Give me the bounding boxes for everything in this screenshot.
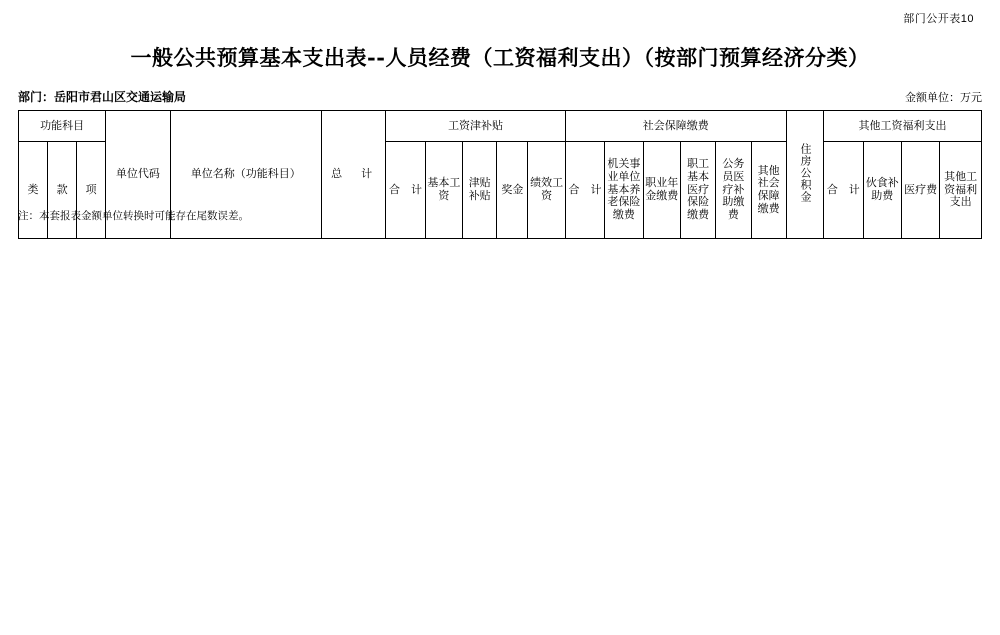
header-group-other-salary-welfare: 其他工资福利支出 bbox=[824, 111, 982, 142]
amount-unit-label: 金额单位：万元 bbox=[905, 92, 982, 104]
header-unit-code: 单位代码 bbox=[106, 111, 170, 239]
header-salary-total: 合 计 bbox=[386, 142, 425, 239]
header-item: 项 bbox=[77, 142, 106, 239]
table-header-row-groups bbox=[19, 111, 982, 142]
header-medical-insurance: 职工基本医疗保险缴费 bbox=[680, 142, 715, 239]
header-civil-servant-medical: 公务员医疗补助缴费 bbox=[716, 142, 751, 239]
meta-row bbox=[18, 88, 982, 104]
header-other-total: 合 计 bbox=[824, 142, 863, 239]
header-group-social-insurance: 社会保障缴费 bbox=[565, 111, 786, 142]
header-other-social: 其他社会保障缴费 bbox=[751, 142, 786, 239]
page-title: 一般公共预算基本支出表--人员经费（工资福利支出）（按部门预算经济分类） bbox=[130, 45, 870, 70]
header-occupational-annuity: 职业年金缴费 bbox=[643, 142, 680, 239]
department-label: 部门：岳阳市君山区交通运输局 bbox=[18, 90, 187, 104]
header-section: 款 bbox=[48, 142, 77, 239]
document-code: 部门公开表10 bbox=[903, 13, 974, 25]
header-housing-fund: 住房公积金 bbox=[786, 111, 823, 239]
header-group-function-subject: 功能科目 bbox=[19, 111, 106, 142]
header-group-salary-allowance: 工资津补贴 bbox=[386, 111, 566, 142]
header-basic-salary: 基本工资 bbox=[425, 142, 462, 239]
header-food-subsidy: 伙食补助费 bbox=[863, 142, 901, 239]
header-other-welfare: 其他工资福利支出 bbox=[940, 142, 982, 239]
header-category: 类 bbox=[19, 142, 48, 239]
header-unit-name: 单位名称（功能科目） bbox=[170, 111, 321, 239]
table-note: 注：本套报表金额单位转换时可能存在尾数误差。 bbox=[18, 210, 249, 222]
header-allowance-subsidy: 津贴补贴 bbox=[463, 142, 497, 239]
header-performance-salary: 绩效工资 bbox=[528, 142, 565, 239]
header-total: 总 计 bbox=[321, 111, 385, 239]
header-pension: 机关事业单位基本养老保险缴费 bbox=[605, 142, 643, 239]
header-bonus: 奖金 bbox=[497, 142, 528, 239]
header-social-total: 合 计 bbox=[565, 142, 604, 239]
header-medical-fee: 医疗费 bbox=[901, 142, 939, 239]
